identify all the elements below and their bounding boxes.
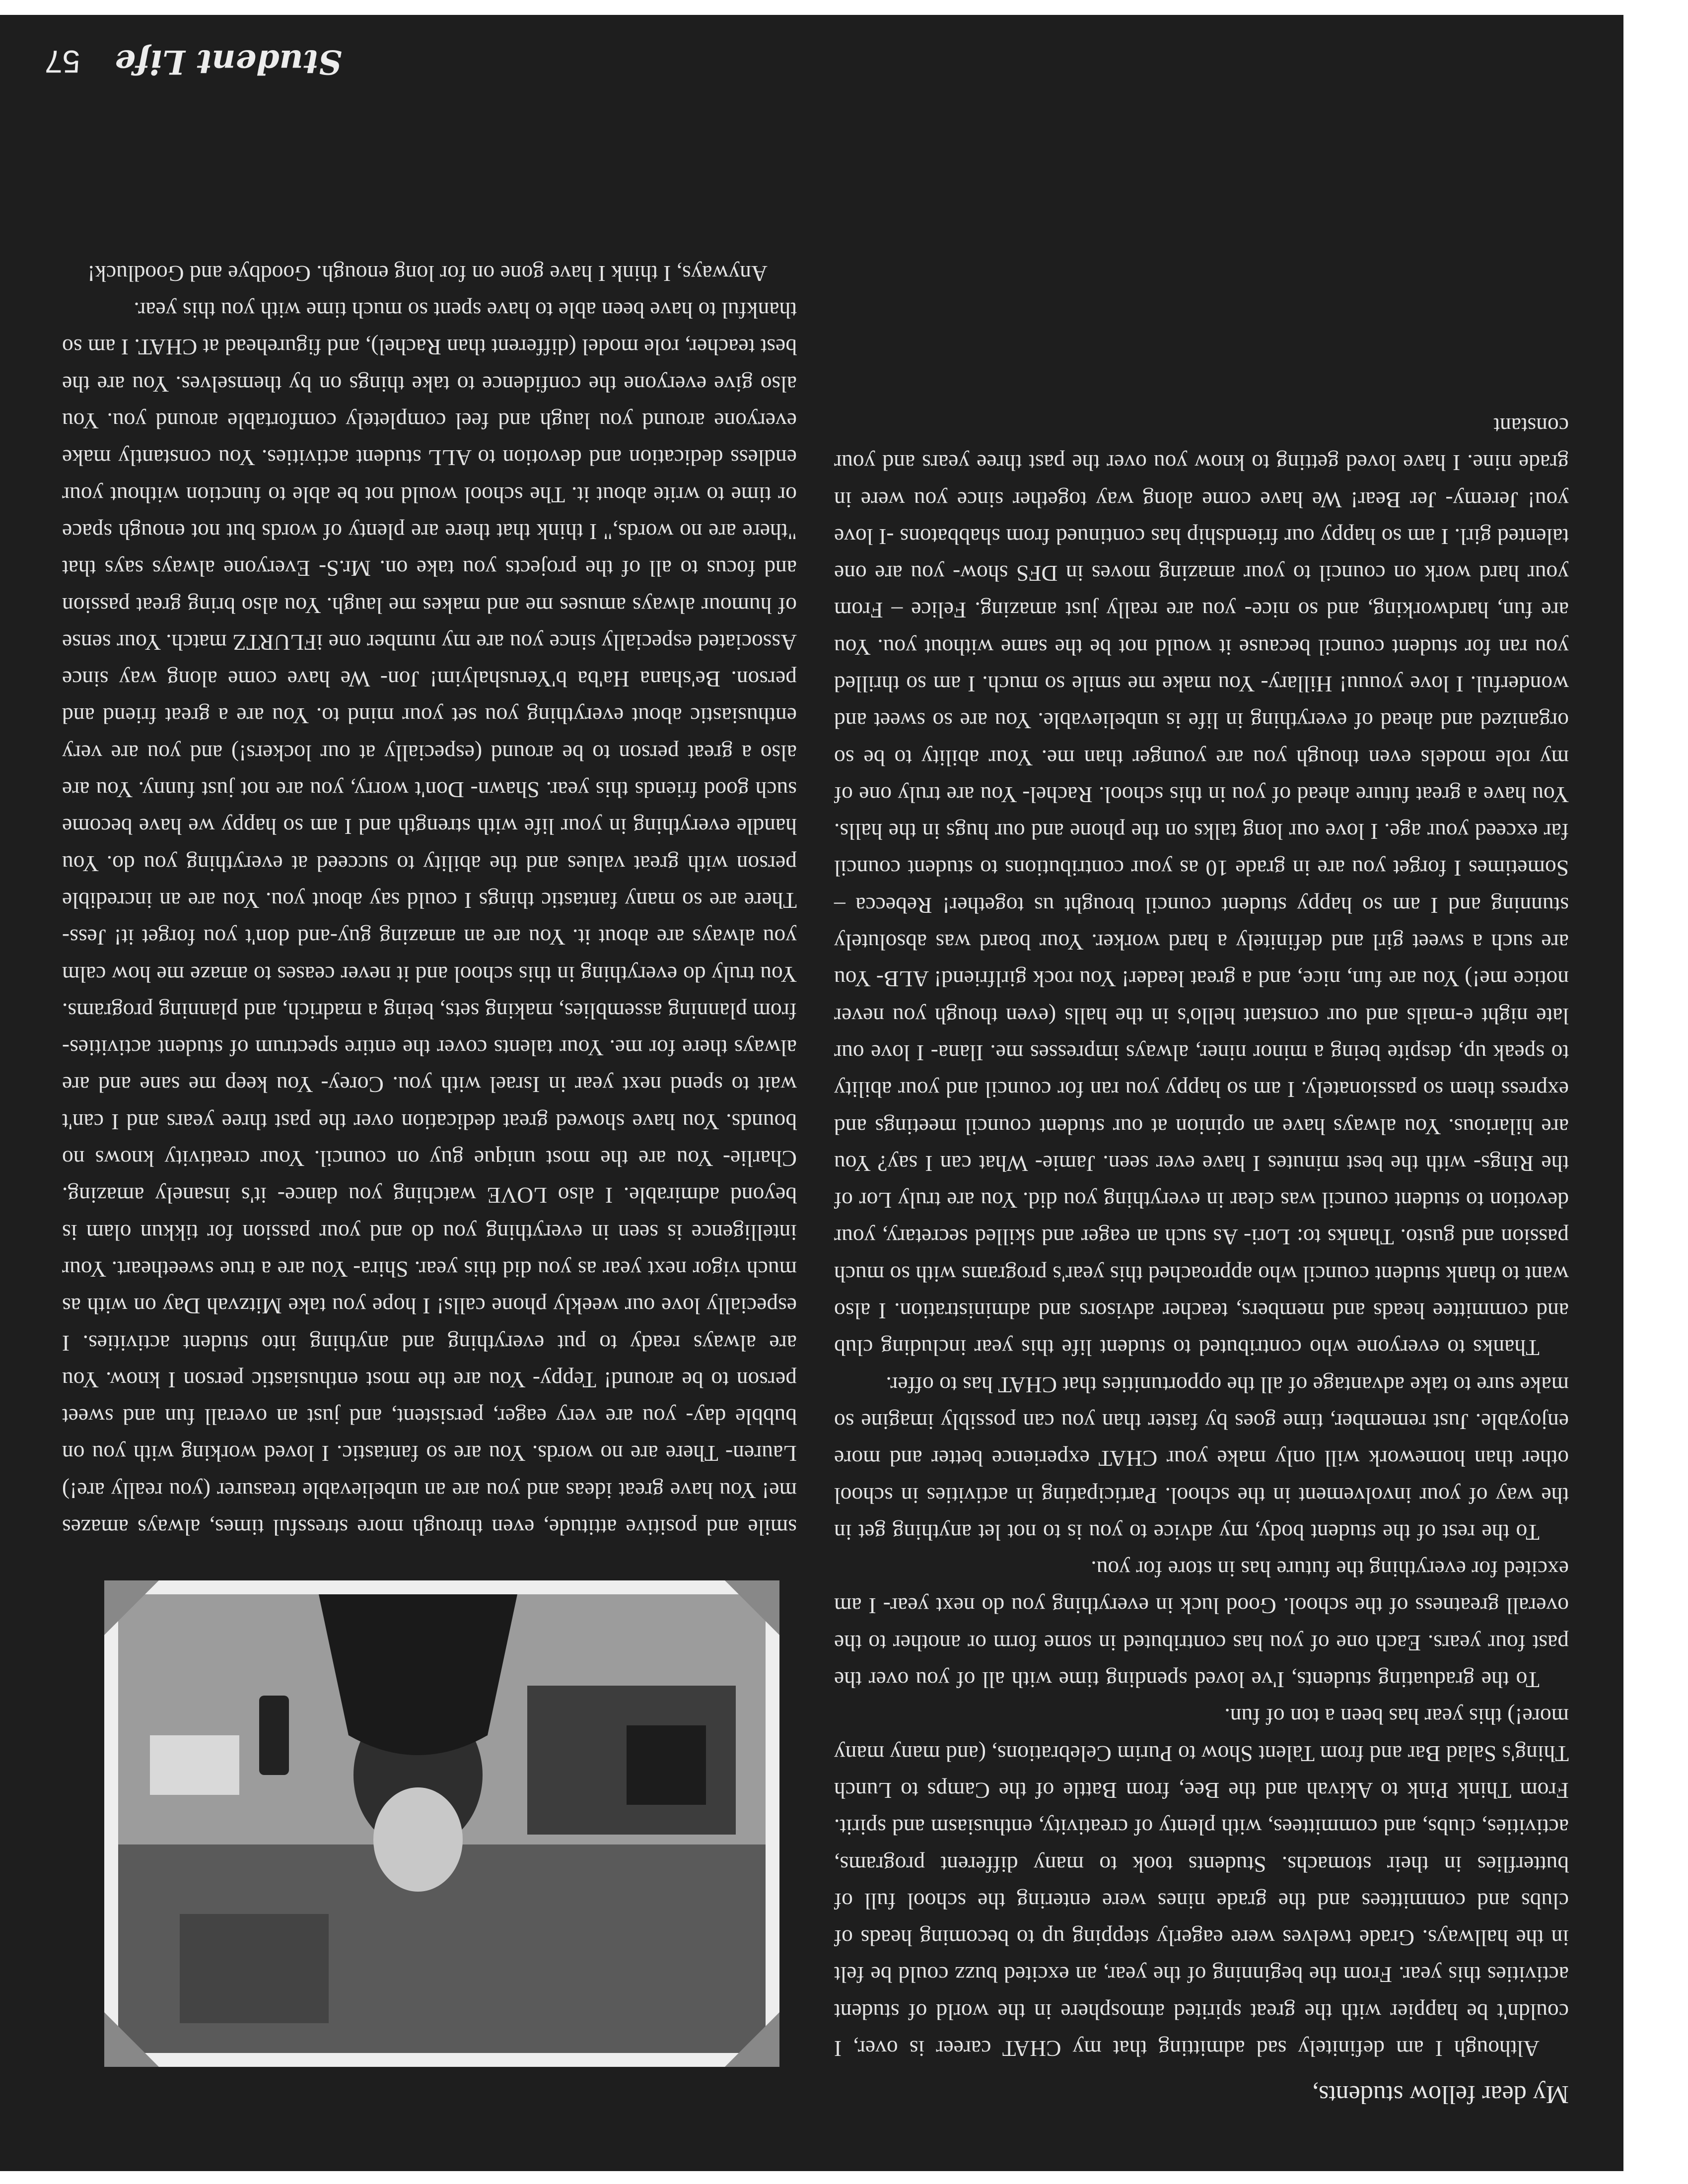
paragraph: Thanks to everyone who contributed to student life this year including club and committee heads and members, teacher advisors and administration. I also want to thank student council who approached this year's programs with so much passion and gusto. Thanks to: Lori- As such an eager and skilled secretary, your devotion to student council was clear in everything you did. You are truly Lor of the Rings- with the best minutes I have ever seen. Jamie- What can I say? You are hilarious. You always have an opinion at our student council meetings and express them so passionately. I am so happy you ran for council and your ability to speak up, despite being a minor niner, always impresses me. Ilana- I love our late night e-mails and our constant hello's in the halls (even though you never notice me!) You are fun, nice, and a great leader! You rock girlfriend! ALB- You are such a sweet girl and definitely a hard worker. Your board was absolutely stunning and I am so happy student council brought us together! Rebecca – Sometimes I forget you are in grade 10 as your contributions to student council far exceed your age. I love our long talks on the phone and our hugs in the halls. You have a great future ahead of you in this school. Rachel- You are truly one of my role models even though you are younger than me. Your ability to be so organized and ahead of everything in life is unbelievable. You are so sweet and wonderful. I love youuu! Hillary- You make me smile so much. I am so thrilled you ran for student council because it would not be the same without you. You are fun, hardworking, and so nice- you are really just amazing. Felice – From your hard work on council to your amazing moves in DFS show- you are one talented girl. I am so happy our friendship has continued from shabbatons -I love you! Jeremy- Jer Bear! We have come along way together since you were in grade nine. I have loved getting to know you over the past three years and your constant xyxy=(834,413,1569,1361)
page-number: 57 xyxy=(45,44,80,79)
letter-left-column xyxy=(834,408,1569,2067)
paragraph: To the rest of the student body, my advice to you is to not let anything get in the way of your involvement in the school. Participating in activities in school other than homework will only make your CHAT experience better and more enjoyable. Just remember, time goes by faster than you can possibly imagine so make sure to take advantage of all the opportunities that CHAT has to offer. xyxy=(834,1372,1569,1545)
paragraph: Although I am definitely sad admitting that my CHAT career is over, I couldn't be happier with the great spirited atmosphere in the world of student activities this year. From the beginning of the year, an excited buzz could be felt in the hallways. Grade twelves were eagerly stepping up to becoming heads of clubs and committees and the grade nines were entering the school full of butterflies in their stomachs. Students took to many different programs, activities, clubs, and committees, with plenty of creativity, enthusiasm and spirit. From Think Pink to Akivah and the Bee, from Battle of the Camps to Lunch Thing's Salad Bar and from Talent Show to Purim Celebrations, (and many many more!) this year has been a ton of fun. xyxy=(834,1704,1569,2061)
page-footer xyxy=(45,27,352,81)
photo-corner-top-left xyxy=(725,2012,779,2067)
paragraph: Anyways, I think I have gone on for long enough. Goodbye and Goodluck! xyxy=(87,261,768,286)
section-title: Student Life xyxy=(115,43,342,81)
letter-right-column xyxy=(62,255,797,1546)
yearbook-page xyxy=(0,15,1623,2171)
photo-corner-top-right xyxy=(104,2012,159,2067)
salutation: My dear fellow students, xyxy=(1312,2080,1569,2109)
paragraph: smile and positive attitude, even through more stressful times, always amazes me! You have great ideas and you are an unbelievable treasurer (you really are!) Lauren- There are no words. You are so fantastic. I loved working with you on bubble day- you are very eager, persistent, and just an overall fun and sweet person to be around! Teppy- You are the most enthusiastic person I know. You are always ready to put everything and anything into student activities. I especially love our weekly phone calls! I hope you take Mitzvah Day on with as much vigor next year as you did this year. Shira- You are a true sweetheart. Your intelligence is seen in everything you do and your passion for tikkun olam is beyond admirable. I also LOVE watching you dance- it's insanely amazing. Charlie- You are the most unique guy on council. Your creativity knows no bounds. You have showed great dedication over the past three years and I can't wait to spend next year in Israel with you. Corey- You keep me sane and are always there for me. Your talents cover the entire spectrum of student activities- from planning assemblies, making sets, being a madrich, and planning programs. You truly do everything in this school and it never ceases to amaze me how calm you always are about it. You are an amazing guy-and don't you forget it! Jess- There are so many fantastic things I could say about you. You are an incredible person with great values and the ability to succeed at everything you do. You handle everything in your life with strength and I am so happy we have become such good friends this year. Shawn- Don't worry, you are not just funny. You are also a great person to be around (especially at our lockers!) and you are very enthusiastic about everything you set your mind to. You are a great friend and person. Be'shana Ha'ba b'Yerushalyim! Jon- We have come along way since Associated especially since you are my number one iFLURTZ match. Your sense of humour always amuses me and makes me laugh. You also bring great passion and focus to all of the projects you take on. Mr.S- Everyone always says that "there are no words," I think that there are plenty of words but not enough space or time to write about it. The school would not be able to function without your endless dedication and devotion to ALL student activities. You constantly make everyone around you laugh and feel completely comfortable around you. You also give everyone the confidence to take things on by themselves. You are the best teacher, role model (different than Rachel), and figurehead at CHAT. I am so thankful to have been able to have spent so much time with you this year. xyxy=(62,298,797,1540)
photo-illustration xyxy=(118,1594,766,2053)
student-photo xyxy=(104,1580,779,2067)
photo-corner-bottom-right xyxy=(104,1580,159,1635)
paragraph: To the graduating students, I've loved spending time with all of you over the past four years. Each one of you has contributed in some form or another to the overall greatness of the school. Good luck in everything you do next year- I am excited for everything the future has in store for you. xyxy=(834,1557,1569,1693)
photo-corner-bottom-left xyxy=(725,1580,779,1635)
photo-scene xyxy=(118,1594,766,2053)
